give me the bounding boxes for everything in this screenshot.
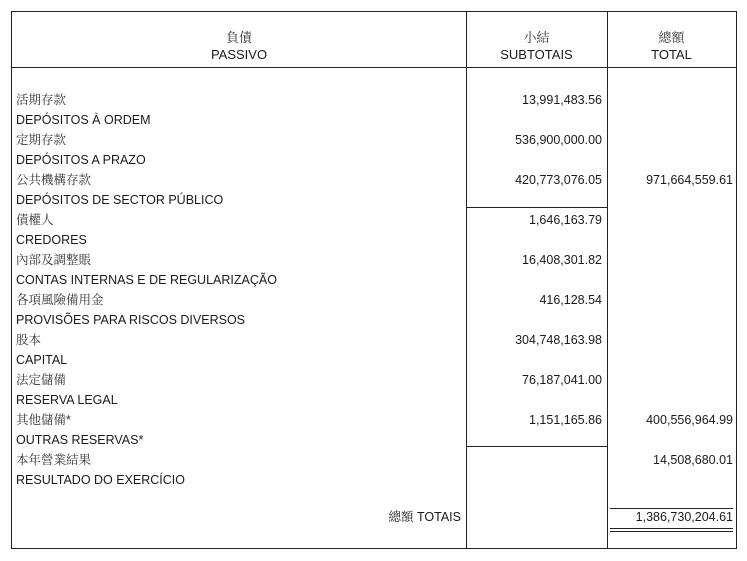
row-label-pt: CONTAS INTERNAS E DE REGULARIZAÇÃO xyxy=(16,273,277,287)
header-total xyxy=(607,29,736,63)
row-label-zh: 法定儲備 xyxy=(16,373,67,387)
totals-label: 總額 TOTAIS xyxy=(388,510,461,524)
row-subtotal: 76,187,041.00 xyxy=(522,373,602,387)
row-label-pt: DEPÓSITOS DE SECTOR PÚBLICO xyxy=(16,193,224,207)
header-subtotais-zh: 小結 xyxy=(523,30,550,45)
totals-value: 1,386,730,204.61 xyxy=(635,510,733,524)
row-subtotal: 304,748,163.98 xyxy=(515,333,602,347)
row-subtotal: 1,646,163.79 xyxy=(529,213,602,227)
row-subtotal: 536,900,000.00 xyxy=(515,133,602,147)
row-label-zh: 本年營業結果 xyxy=(16,453,92,467)
row-label-pt: CAPITAL xyxy=(16,353,68,367)
row-label-zh: 各項風險備用金 xyxy=(16,293,104,307)
row-label-pt: CREDORES xyxy=(16,233,87,247)
row-subtotal: 1,151,165.86 xyxy=(529,413,602,427)
row-total: 971,664,559.61 xyxy=(646,173,733,187)
group-separator xyxy=(466,207,607,208)
row-label-zh: 債權人 xyxy=(16,213,54,227)
row-total: 14,508,680.01 xyxy=(653,453,733,467)
row-label-pt: PROVISÕES PARA RISCOS DIVERSOS xyxy=(16,313,245,327)
header-subtotais xyxy=(466,29,607,63)
row-label-pt: DEPÓSITOS A PRAZO xyxy=(16,153,146,167)
row-label-pt: RESERVA LEGAL xyxy=(16,393,118,407)
row-subtotal: 16,408,301.82 xyxy=(522,253,602,267)
header-total-pt: TOTAL xyxy=(651,47,692,62)
header-passivo-pt: PASSIVO xyxy=(210,47,268,62)
totals-rule-double xyxy=(610,531,733,532)
row-total: 400,556,964.99 xyxy=(646,413,733,427)
row-label-zh: 公共機構存款 xyxy=(16,173,92,187)
row-label-pt: DEPÓSITOS À ORDEM xyxy=(16,113,151,127)
row-label-pt: RESULTADO DO EXERCÍCIO xyxy=(16,473,186,487)
row-label-zh: 其他儲備* xyxy=(16,413,71,427)
totals-rule-bottom xyxy=(610,528,733,529)
group-separator xyxy=(466,446,607,447)
row-label-zh: 定期存款 xyxy=(16,133,67,147)
row-label-zh: 內部及調整賬 xyxy=(16,253,92,267)
row-subtotal: 416,128.54 xyxy=(539,293,602,307)
header-total-zh: 總額 xyxy=(658,30,685,45)
header-separator xyxy=(12,67,736,68)
header-subtotais-pt: SUBTOTAIS xyxy=(500,47,573,62)
row-label-zh: 股本 xyxy=(16,333,42,347)
balance-sheet-table xyxy=(11,11,737,549)
header-passivo-zh: 負債 xyxy=(225,30,252,45)
row-label-pt: OUTRAS RESERVAS* xyxy=(16,433,144,447)
row-subtotal: 13,991,483.56 xyxy=(522,93,602,107)
header-passivo xyxy=(12,29,466,63)
row-label-zh: 活期存款 xyxy=(16,93,67,107)
row-subtotal: 420,773,076.05 xyxy=(515,173,602,187)
